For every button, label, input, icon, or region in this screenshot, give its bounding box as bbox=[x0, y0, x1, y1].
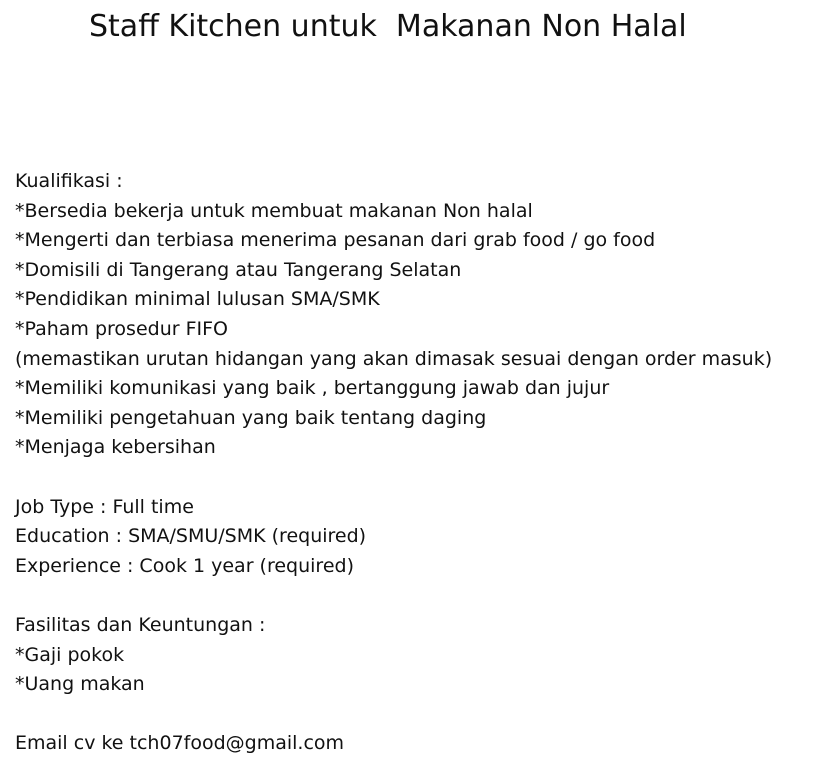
qualification-item: *Mengerti dan terbiasa menerima pesanan dari grab food / go food bbox=[15, 229, 656, 252]
page-title: Staff Kitchen untuk Makanan Non Halal bbox=[89, 9, 687, 44]
job-type-text: Job Type : Full time bbox=[15, 495, 194, 518]
education-text: Education : SMA/SMU/SMK (required) bbox=[15, 525, 367, 548]
qualification-item: *Memiliki pengetahuan yang baik tentang daging bbox=[15, 406, 487, 429]
section-spacer bbox=[15, 700, 825, 730]
section-spacer bbox=[15, 581, 825, 611]
qualification-item: *Bersedia bekerja untuk membuat makanan Non halal bbox=[15, 199, 533, 222]
qualification-item: *Domisili di Tangerang atau Tangerang Selatan bbox=[15, 258, 462, 281]
benefit-item: *Uang makan bbox=[15, 673, 145, 696]
benefit-item: *Gaji pokok bbox=[15, 643, 125, 666]
contact-email-text: Email cv ke tch07food@gmail.com bbox=[15, 732, 345, 755]
qualifications-heading: Kualifikasi : bbox=[15, 170, 123, 192]
benefits-heading: Fasilitas dan Keuntungan : bbox=[15, 613, 266, 636]
job-posting-body bbox=[15, 167, 825, 759]
qualification-item: *Memiliki komunikasi yang baik , bertanggung jawab dan jujur bbox=[15, 377, 610, 400]
qualification-item: (memastikan urutan hidangan yang akan dimasak sesuai dengan order masuk) bbox=[15, 347, 773, 370]
qualification-item: *Paham prosedur FIFO bbox=[15, 317, 229, 340]
qualification-item: *Menjaga kebersihan bbox=[15, 436, 216, 459]
qualification-item: *Pendidikan minimal lulusan SMA/SMK bbox=[15, 288, 380, 311]
section-spacer bbox=[15, 463, 825, 493]
experience-text: Experience : Cook 1 year (required) bbox=[15, 554, 354, 577]
